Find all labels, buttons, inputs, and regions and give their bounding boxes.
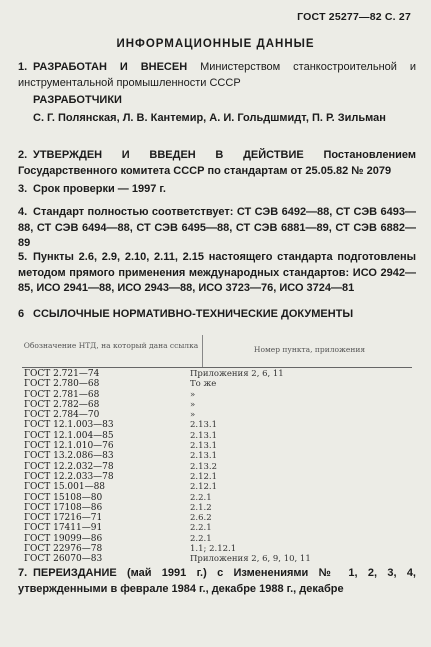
developers-list <box>18 111 431 127</box>
table-row <box>24 379 414 389</box>
clause-cell: То же <box>190 379 217 390</box>
section-6-text: ССЫЛОЧНЫЕ НОРМАТИВНО-ТЕХНИЧЕСКИЕ ДОКУМЕНТЫ <box>33 308 354 320</box>
document-cell: ГОСТ 2.780—68 <box>24 379 100 390</box>
document-cell: ГОСТ 17216—71 <box>24 513 103 524</box>
clause-cell: » <box>190 389 196 400</box>
clause-cell: 2.12.1 <box>190 471 218 482</box>
section-3-text: Срок проверки — 1997 г. <box>33 183 166 195</box>
column-divider <box>202 335 203 367</box>
document-cell: ГОСТ 2.782—68 <box>24 399 100 410</box>
section-2-text: Постановлением Государственного комитета СССР по стандартам от 25.05.82 № 2079 <box>18 149 416 177</box>
section-2-heading: УТВЕРЖДЕН И ВВЕДЕН В ДЕЙСТВИЕ <box>33 149 304 161</box>
clause-cell: 2.13.1 <box>190 420 218 431</box>
section-1-heading: РАЗРАБОТАН И ВНЕСЕН <box>33 61 188 73</box>
clause-cell: » <box>190 399 196 410</box>
section-5-text: Пункты 2.6, 2.9, 2.10, 2.11, 2.15 настоящего стандарта подготовлены методом прямого применения международных стандартов: ИСО 2942—85, ИСО 2941—88, ИСО 2943—88, ИСО 3723—76, ИСО 3724—81 <box>18 251 416 294</box>
developers-title: РАЗРАБОТЧИКИ <box>33 94 122 106</box>
developers-names: С. Г. Полянская, Л. В. Кантемир, А. И. Гольдшмидт, П. Р. Зильман <box>33 112 386 124</box>
section-2-number: 2. <box>18 149 28 161</box>
table-row <box>24 503 414 513</box>
clause-cell: 2.2.1 <box>190 492 212 503</box>
reference-table-body <box>24 369 414 565</box>
section-1-number: 1. <box>18 61 28 73</box>
clause-cell: 2.12.1 <box>190 482 218 493</box>
table-row <box>24 462 414 472</box>
section-7-text: ПЕРЕИЗДАНИЕ (май 1991 г.) с Изменениями № 1, 2, 3, 4, утвержденными в феврале 1984 г., декабре 1988 г., декабре <box>18 567 416 595</box>
section-1-text: Министерством станкостроительной и инструментальной промышленности СССР <box>18 61 416 89</box>
table-row <box>24 534 414 544</box>
clause-cell: Приложения 2, 6, 9, 10, 11 <box>190 554 311 565</box>
table-row <box>24 482 414 492</box>
document-cell: ГОСТ 19099—86 <box>24 533 103 544</box>
page-title: ИНФОРМАЦИОННЫЕ ДАННЫЕ <box>116 38 315 50</box>
table-row <box>24 390 414 400</box>
document-cell: ГОСТ 17411—91 <box>24 523 103 534</box>
table-row <box>24 431 414 441</box>
section-6-number: 6 <box>18 308 25 320</box>
clause-cell: 2.1.2 <box>190 502 212 513</box>
document-cell: ГОСТ 12.2.033—78 <box>24 471 114 482</box>
table-row <box>24 451 414 461</box>
section-5 <box>18 250 416 297</box>
table-row <box>24 554 414 564</box>
section-2 <box>18 148 416 179</box>
document-cell: ГОСТ 15.001—88 <box>24 482 106 493</box>
section-4-number: 4. <box>18 206 28 218</box>
table-row <box>24 513 414 523</box>
document-cell: ГОСТ 2.784—70 <box>24 410 100 421</box>
document-cell: ГОСТ 2.781—68 <box>24 389 100 400</box>
document-cell: ГОСТ 12.1.004—85 <box>24 430 114 441</box>
clause-cell: 2.13.1 <box>190 430 218 441</box>
document-cell: ГОСТ 26070—83 <box>24 554 103 565</box>
reference-table-header <box>22 335 412 368</box>
clause-cell: 2.6.2 <box>190 513 212 524</box>
section-5-number: 5. <box>18 251 28 263</box>
column-header-clause: Номер пункта, приложения <box>253 345 366 354</box>
clause-cell: 2.13.2 <box>190 461 218 472</box>
clause-cell: 2.13.1 <box>190 451 218 462</box>
table-row <box>24 441 414 451</box>
document-cell: ГОСТ 2.721—74 <box>24 369 100 379</box>
clause-cell: Приложения 2, 6, 11 <box>190 369 284 379</box>
section-3-number: 3. <box>18 183 28 195</box>
table-row <box>24 493 414 503</box>
table-row <box>24 400 414 410</box>
column-header-document: Обозначение НТД, на который дана ссылка <box>23 341 199 350</box>
section-7 <box>18 566 416 597</box>
table-row <box>24 420 414 430</box>
document-cell: ГОСТ 22976—78 <box>24 544 103 555</box>
section-4-text: Стандарт полностью соответствует: СТ СЭВ 6492—88, СТ СЭВ 6493—88, СТ СЭВ 6494—88, СТ СЭВ 6495—88, СТ СЭВ 6881—89, СТ СЭВ 6882—89 <box>18 206 416 249</box>
clause-cell: 2.2.1 <box>190 523 212 534</box>
clause-cell: » <box>190 410 196 421</box>
clause-cell: 2.13.1 <box>190 441 218 452</box>
document-cell: ГОСТ 12.1.010—76 <box>24 441 114 452</box>
clause-cell: 2.2.1 <box>190 533 212 544</box>
section-6 <box>18 307 416 323</box>
table-row <box>24 369 414 379</box>
section-7-number: 7. <box>18 567 28 579</box>
document-cell: ГОСТ 13.2.086—83 <box>24 451 114 462</box>
section-3 <box>18 182 416 198</box>
document-cell: ГОСТ 17108—86 <box>24 502 103 513</box>
document-cell: ГОСТ 12.1.003—83 <box>24 420 114 431</box>
clause-cell: 1.1; 2.12.1 <box>190 544 237 555</box>
document-cell: ГОСТ 12.2.032—78 <box>24 461 114 472</box>
table-row <box>24 544 414 554</box>
section-4 <box>18 205 416 252</box>
document-cell: ГОСТ 15108—80 <box>24 492 103 503</box>
page-header: ГОСТ 25277—82 С. 27 <box>297 11 411 23</box>
table-row <box>24 472 414 482</box>
section-1 <box>18 60 416 91</box>
table-row <box>24 523 414 533</box>
table-row <box>24 410 414 420</box>
